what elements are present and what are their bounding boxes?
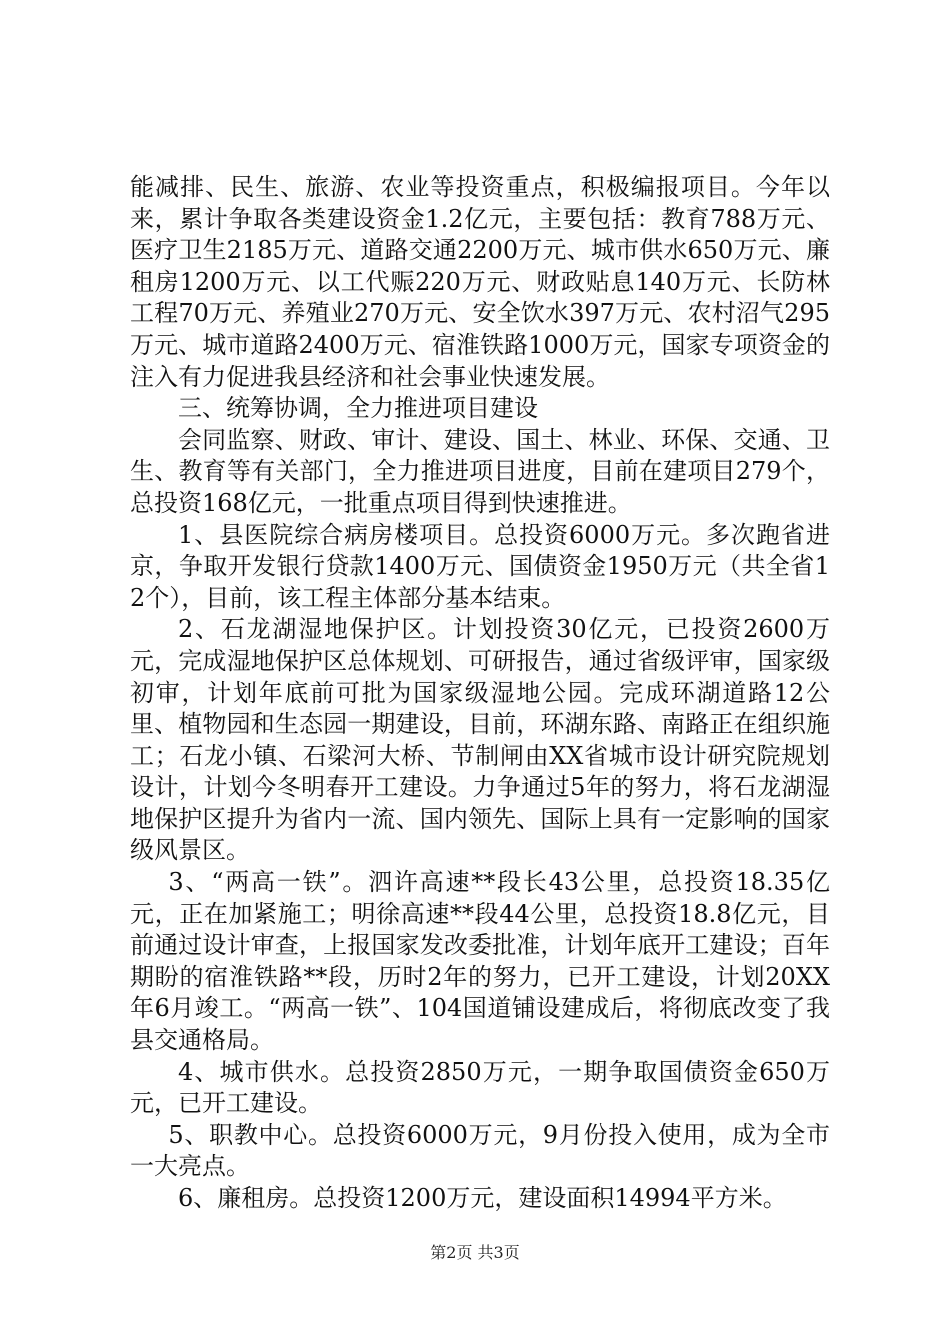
paragraph-low-rent-housing: 6、廉租房。总投资1200万元，建设面积14994平方米。 bbox=[178, 1184, 787, 1212]
section-heading-three: 三、统筹协调，全力推进项目建设 bbox=[178, 394, 538, 423]
paragraph-water-supply: 4、城市供水。总投资2850万元，一期争取国债资金650万元，已开工建设。 bbox=[130, 1057, 830, 1118]
page-footer: 第2页 共3页 bbox=[430, 1243, 520, 1262]
paragraph-investment-funds: 能减排、民生、旅游、农业等投资重点，积极编报项目。今年以来，累计争取各类建设资金1.2亿元，主要包括：教育788万元、医疗卫生2185万元、道路交通2200万元、城市供水650万元、廉租房1200万元、以工代赈220万元、财政贴息140万元、长防林工程70万元、养殖业270万元、安全饮水397万元、农村沼气295万元、城市道路2400万元、宿淮铁路1000万元，国家专项资金的注入有力促进我县经济和社会事业快速发展。 bbox=[130, 173, 830, 391]
paragraph-wetland-project: 2、石龙湖湿地保护区。计划投资30亿元，已投资2600万元，完成湿地保护区总体规划、可研报告，通过省级评审，国家级初审，计划年底前可批为国家级湿地公园。完成环湖道路12公里、植物园和生态园一期建设，目前，环湖东路、南路正在组织施工；石龙小镇、石梁河大桥、节制闸由XX省城市设计研究院规划设计，计划今冬明春开工建设。力争通过5年的努力，将石龙湖湿地保护区提升为省内一流、国内领先、国际上具有一定影响的国家级风景区。 bbox=[130, 615, 830, 865]
paragraph-hospital-project: 1、县医院综合病房楼项目。总投资6000万元。多次跑省进京，争取开发银行贷款1400万元、国债资金1950万元（共全省12个），目前，该工程主体部分基本结束。 bbox=[130, 520, 830, 612]
paragraph-vocational-center: 5、职教中心。总投资6000万元，9月份投入使用，成为全市一大亮点。 bbox=[130, 1120, 830, 1181]
document-body bbox=[130, 172, 830, 1215]
paragraph-coordination: 会同监察、财政、审计、建设、国土、林业、环保、交通、卫生、教育等有关部门，全力推进项目进度，目前在建项目279个，总投资168亿元，一批重点项目得到快速推进。 bbox=[130, 425, 830, 517]
paragraph-highway-rail-project: 3、“两高一铁”。泗许高速**段长43公里，总投资18.35亿元，正在加紧施工；明徐高速**段44公里，总投资18.8亿元，目前通过设计审查，上报国家发改委批准，计划年底开工建设；百年期盼的宿淮铁路**段，历时2年的努力，已开工建设，计划20XX年6月竣工。“两高一铁”、104国道铺设建成后，将彻底改变了我县交通格局。 bbox=[130, 868, 830, 1055]
